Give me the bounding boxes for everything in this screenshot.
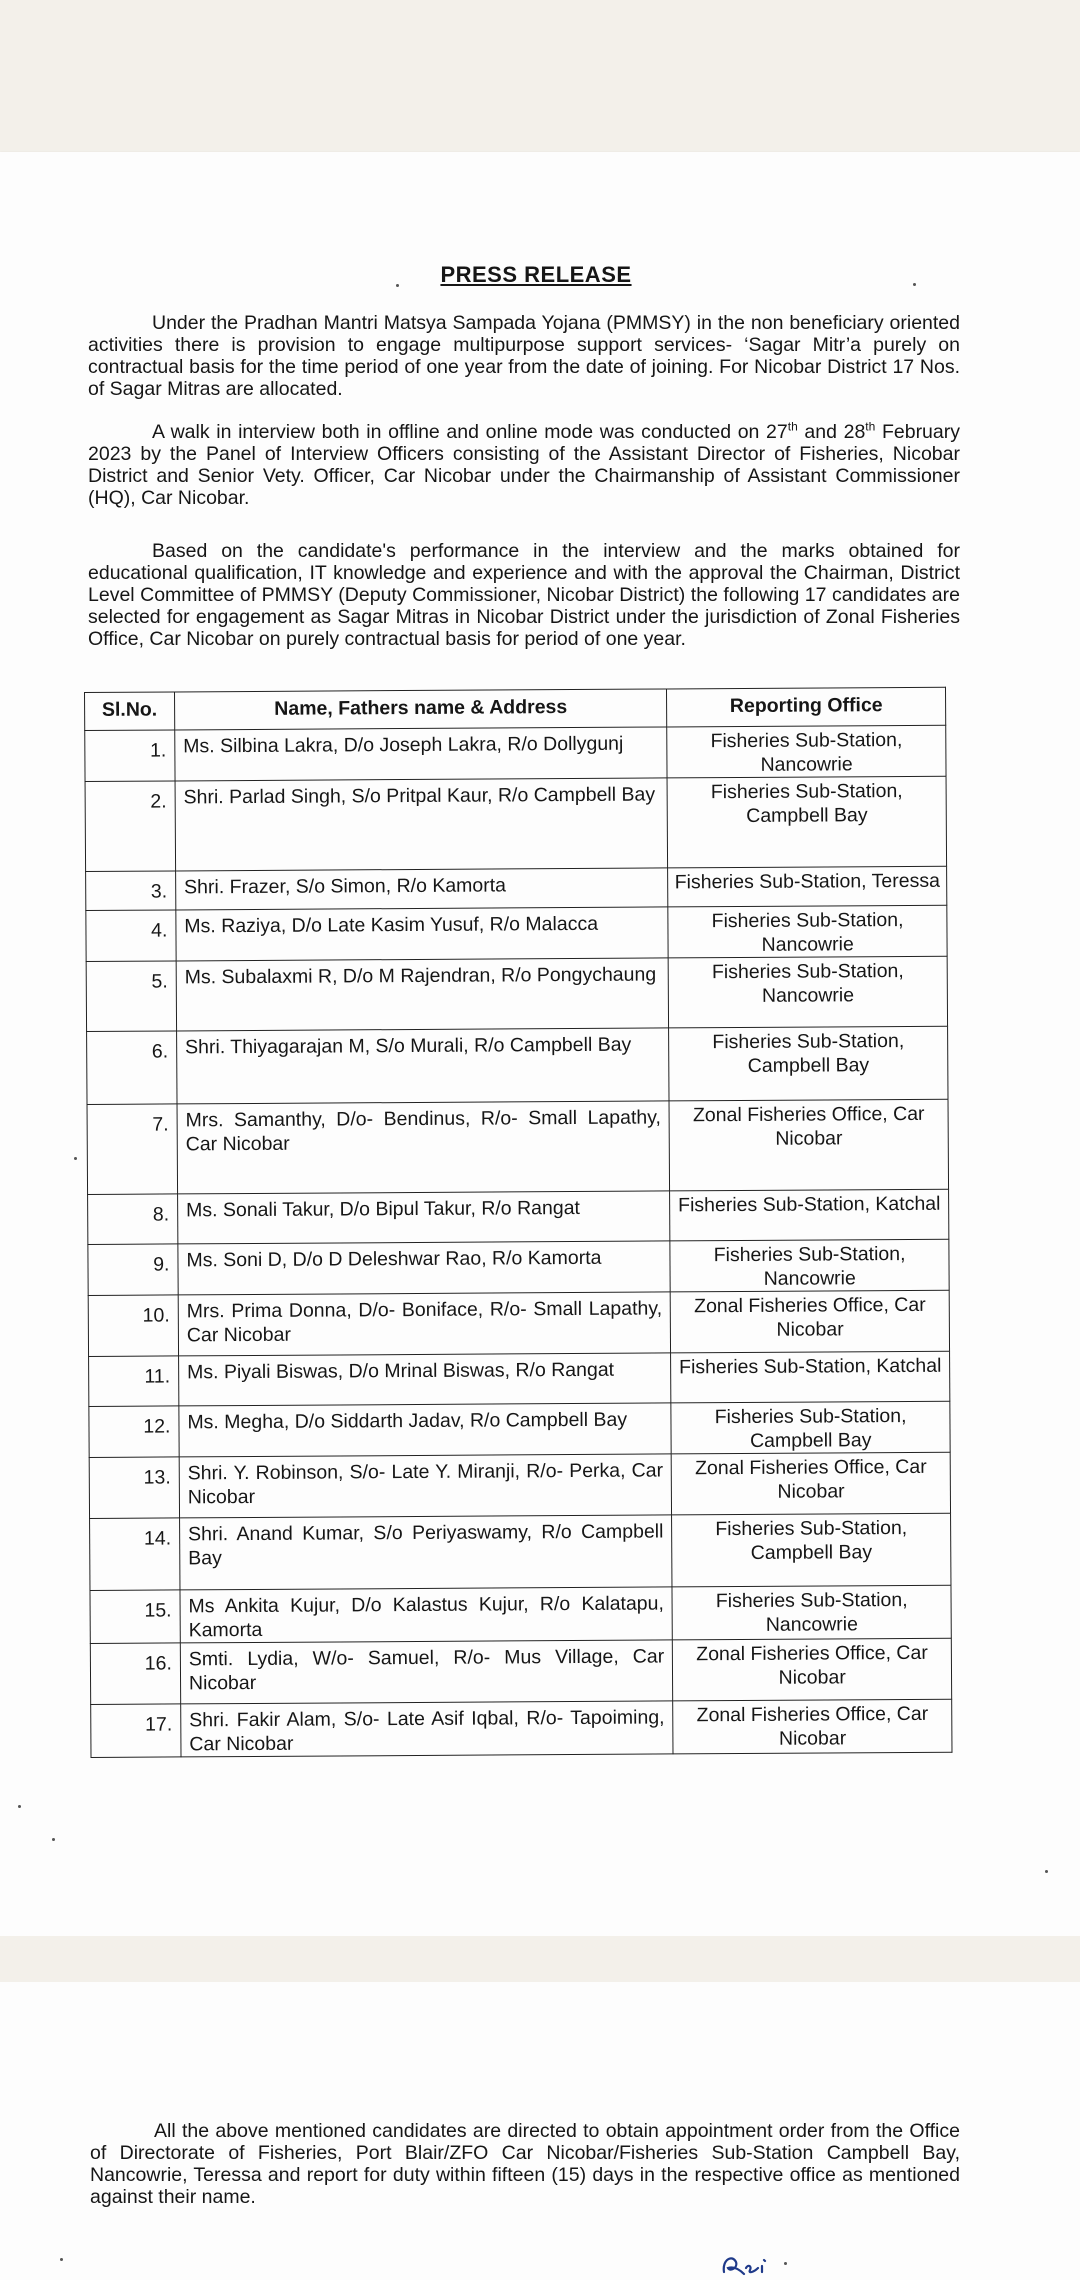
table-row bbox=[90, 1585, 951, 1643]
candidate-name-cell: Shri. Anand Kumar, S/o Periyaswamy, R/o Campbell Bay bbox=[179, 1515, 672, 1590]
page-break-band bbox=[0, 1936, 1080, 1982]
reporting-office-cell: Fisheries Sub-Station, Nancowrie bbox=[672, 1585, 951, 1640]
sl-no-cell: 6. bbox=[87, 1031, 177, 1105]
table-row bbox=[86, 866, 947, 910]
sl-no-cell: 13. bbox=[89, 1457, 179, 1519]
column-header-name: Name, Fathers name & Address bbox=[174, 689, 667, 730]
table-row bbox=[86, 905, 947, 961]
paragraph-interview bbox=[88, 421, 960, 509]
top-margin-band bbox=[0, 0, 1080, 152]
reporting-office-cell: Zonal Fisheries Office, Car Nicobar bbox=[673, 1699, 952, 1754]
reporting-office-cell: Fisheries Sub-Station, Nancowrie bbox=[670, 1239, 949, 1292]
reporting-office-cell: Zonal Fisheries Office, Car Nicobar bbox=[671, 1452, 950, 1515]
reporting-office-cell: Fisheries Sub-Station, Campbell Bay bbox=[672, 1513, 951, 1587]
table-row bbox=[87, 1099, 949, 1194]
selected-candidates-table bbox=[84, 687, 952, 1758]
reporting-office-cell: Fisheries Sub-Station, Nancowrie bbox=[667, 725, 946, 778]
table-row bbox=[88, 1189, 949, 1244]
table-row bbox=[87, 1026, 948, 1104]
column-header-sl-no: Sl.No. bbox=[85, 692, 175, 731]
reporting-office-cell: Zonal Fisheries Office, Car Nicobar bbox=[670, 1290, 949, 1353]
reporting-office-cell: Fisheries Sub-Station, Katchal bbox=[671, 1351, 950, 1403]
sl-no-cell: 15. bbox=[90, 1590, 180, 1644]
reporting-office-cell: Fisheries Sub-Station, Campbell Bay bbox=[669, 1026, 948, 1101]
candidate-name-cell: Mrs. Samanthy, D/o- Bendinus, R/o- Small Lapathy, Car Nicobar bbox=[177, 1101, 670, 1194]
candidate-name-cell: Shri. Thiyagarajan M, S/o Murali, R/o Campbell Bay bbox=[177, 1028, 670, 1104]
sl-no-cell: 2. bbox=[85, 781, 175, 872]
scan-speck bbox=[18, 1805, 21, 1808]
table-row bbox=[90, 1638, 951, 1704]
scan-speck bbox=[784, 2262, 787, 2265]
scan-speck bbox=[74, 1157, 77, 1160]
sl-no-cell: 1. bbox=[85, 730, 175, 782]
page-title: PRESS RELEASE bbox=[440, 262, 632, 287]
table-row bbox=[89, 1401, 950, 1457]
candidate-name-cell: Shri. Frazer, S/o Simon, R/o Kamorta bbox=[176, 868, 669, 910]
sl-no-cell: 4. bbox=[86, 910, 176, 962]
candidate-name-cell: Ms. Piyali Biswas, D/o Mrinal Biswas, R/o Rangat bbox=[178, 1353, 671, 1406]
signature-scribble bbox=[718, 2248, 788, 2280]
candidate-name-cell: Ms. Sonali Takur, D/o Bipul Takur, R/o Rangat bbox=[178, 1191, 671, 1244]
reporting-office-cell: Zonal Fisheries Office, Car Nicobar bbox=[669, 1099, 948, 1191]
scan-speck bbox=[913, 283, 916, 286]
candidate-name-cell: Mrs. Prima Donna, D/o- Boniface, R/o- Small Lapathy, Car Nicobar bbox=[178, 1292, 671, 1356]
paragraph-3-text: Based on the candidate's performance in the interview and the marks obtained for educational qualification, IT knowledge and experience and with the approval the Chairman, District Level Committee of PMMSY (Deputy Commissioner, Nicobar District) the following 17 candidates are selected for engagement as Sagar Mitras in Nicobar District under the jurisdiction of Zonal Fisheries Office, Car Nicobar on purely contractual basis for period of one year. bbox=[88, 540, 960, 650]
paragraph-2-text-b: and 28 bbox=[797, 421, 866, 443]
candidate-name-cell: Shri. Fakir Alam, S/o- Late Asif Iqbal, R/o- Tapoiming, Car Nicobar bbox=[181, 1701, 674, 1757]
paragraph-directions bbox=[90, 2120, 960, 2208]
paragraph-1-text: Under the Pradhan Mantri Matsya Sampada Yojana (PMMSY) in the non beneficiary oriented activities there is provision to engage multipurpose support services- ‘Sagar Mitr’a purely on contractual basis for the time period of one year from the date of joining. For Nicobar District 17 Nos. of Sagar Mitras are allocated. bbox=[88, 312, 960, 400]
table-row bbox=[89, 1452, 950, 1518]
scan-speck bbox=[52, 1838, 55, 1841]
sl-no-cell: 7. bbox=[87, 1104, 177, 1195]
candidate-name-cell: Ms. Megha, D/o Siddarth Jadav, R/o Campbell Bay bbox=[179, 1403, 672, 1457]
paragraph-2-text-c: February 2023 by the Panel of Interview Officers consisting of the Assistant Director of Fisheries, Nicobar District and Senior Vety. Officer, Car Nicobar under the Chairmanship of Assistant Commissioner (HQ), Car Nicobar. bbox=[88, 421, 960, 509]
column-header-office: Reporting Office bbox=[667, 687, 946, 727]
scan-speck bbox=[396, 284, 399, 287]
table-row bbox=[90, 1513, 951, 1590]
table-row bbox=[86, 956, 947, 1031]
reporting-office-cell: Zonal Fisheries Office, Car Nicobar bbox=[673, 1638, 952, 1701]
table-row bbox=[89, 1351, 950, 1406]
paragraph-2-text-a: A walk in interview both in offline and online mode was conducted on 27 bbox=[152, 421, 788, 443]
sl-no-cell: 11. bbox=[89, 1356, 179, 1407]
table-header-row bbox=[85, 687, 946, 730]
candidate-name-cell: Smti. Lydia, W/o- Samuel, R/o- Mus Village, Car Nicobar bbox=[180, 1640, 673, 1704]
table-row bbox=[85, 776, 947, 871]
reporting-office-cell: Fisheries Sub-Station, Nancowrie bbox=[668, 905, 947, 958]
paragraph-4-text: All the above mentioned candidates are directed to obtain appointment order from the Office of Directorate of Fisheries, Port Blair/ZFO Car Nicobar/Fisheries Sub-Station Campbell Bay, Nancowrie, Teressa and report for duty within fifteen (15) days in the respective office as mentioned against their name. bbox=[90, 2120, 960, 2208]
candidate-name-cell: Ms. Soni D, D/o D Deleshwar Rao, R/o Kamorta bbox=[178, 1241, 671, 1295]
sl-no-cell: 3. bbox=[86, 871, 176, 911]
table-row bbox=[91, 1699, 952, 1757]
scan-speck bbox=[60, 2258, 63, 2261]
table-body bbox=[85, 725, 952, 1757]
reporting-office-cell: Fisheries Sub-Station, Teressa bbox=[668, 866, 947, 907]
candidate-name-cell: Shri. Parlad Singh, S/o Pritpal Kaur, R/o Campbell Bay bbox=[175, 778, 668, 871]
sl-no-cell: 12. bbox=[89, 1406, 179, 1458]
sl-no-cell: 10. bbox=[88, 1295, 178, 1357]
sl-no-cell: 9. bbox=[88, 1244, 178, 1296]
candidate-name-cell: Ms Ankita Kujur, D/o Kalastus Kujur, R/o Kalatapu, Kamorta bbox=[180, 1587, 673, 1643]
candidate-name-cell: Shri. Y. Robinson, S/o- Late Y. Miranji, R/o- Perka, Car Nicobar bbox=[179, 1454, 672, 1518]
candidate-name-cell: Ms. Subalaxmi R, D/o M Rajendran, R/o Pongychaung bbox=[176, 958, 669, 1031]
candidate-name-cell: Ms. Silbina Lakra, D/o Joseph Lakra, R/o Dollygunj bbox=[175, 727, 668, 781]
sl-no-cell: 5. bbox=[86, 961, 176, 1032]
scan-speck bbox=[1045, 1870, 1048, 1873]
table-row bbox=[88, 1290, 949, 1356]
reporting-office-cell: Fisheries Sub-Station, Nancowrie bbox=[668, 956, 947, 1028]
reporting-office-cell: Fisheries Sub-Station, Campbell Bay bbox=[667, 776, 946, 868]
sl-no-cell: 8. bbox=[88, 1194, 178, 1245]
reporting-office-cell: Fisheries Sub-Station, Campbell Bay bbox=[671, 1401, 950, 1454]
reporting-office-cell: Fisheries Sub-Station, Katchal bbox=[670, 1189, 949, 1241]
sl-no-cell: 17. bbox=[91, 1704, 181, 1758]
paragraph-selection bbox=[88, 540, 960, 650]
sl-no-cell: 16. bbox=[90, 1643, 180, 1705]
table-row bbox=[85, 725, 946, 781]
paragraph-scheme-intro bbox=[88, 312, 960, 400]
ordinal-suffix: th bbox=[865, 419, 876, 434]
ordinal-suffix: th bbox=[787, 419, 798, 434]
sl-no-cell: 14. bbox=[90, 1518, 180, 1591]
candidate-name-cell: Ms. Raziya, D/o Late Kasim Yusuf, R/o Malacca bbox=[176, 907, 669, 961]
table-row bbox=[88, 1239, 949, 1295]
